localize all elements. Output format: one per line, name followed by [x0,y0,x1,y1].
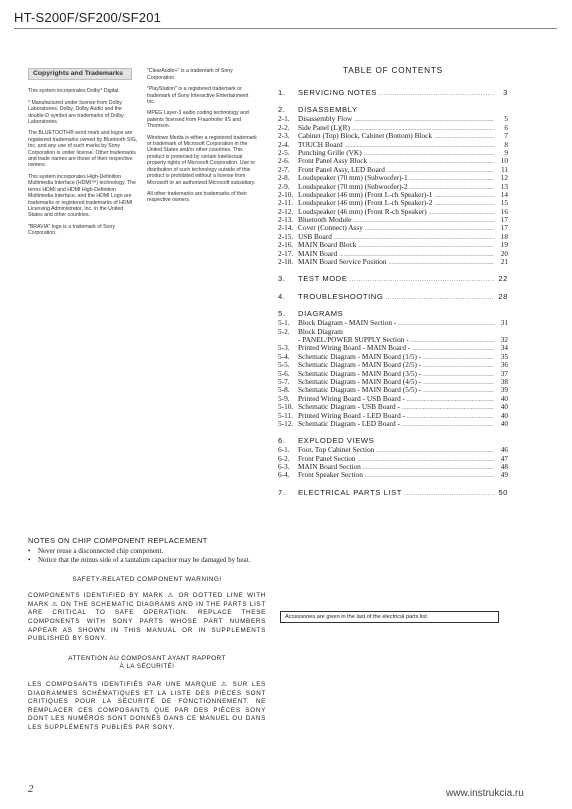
toc-num: 2-15. [278,231,294,241]
copyright-para: * Manufactured under license from Dolby Laboratories. Dolby, Dolby Audio and the double-D symbol are trademarks of Dolby Laboratories. [28,99,124,126]
toc-page: 20 [500,248,508,258]
toc-entry[interactable] [278,454,508,462]
toc-leader [423,372,494,378]
toc-title: Side Panel (L)(R) [298,122,350,132]
toc-title: Schematic Diagram - MAIN Board (5/5) - [298,385,422,395]
toc-num: 2-17. [278,248,294,258]
toc-num: 2-4. [278,139,290,149]
toc-page: 50 [498,487,508,497]
toc-entry-servicing-notes[interactable] [278,88,508,96]
toc-num: 2-7. [278,164,290,174]
toc-leader [434,134,494,140]
french-title-line: ATTENTION AU COMPOSANT AYANT RAPPORT [68,654,226,662]
toc-title: TEST MODE [298,274,348,284]
toc-num: 2-11. [278,198,293,208]
bullet-icon: • [28,555,31,564]
toc-num: 2-12. [278,206,294,216]
toc-leader [404,491,494,497]
toc-num: 5-10. [278,402,294,412]
toc-title: Front Panel Assy Block [298,156,368,166]
toc-num: 5-8. [278,385,290,395]
toc-num: 5-11. [278,410,293,420]
toc-entry[interactable] [278,165,508,173]
toc-entry[interactable] [278,369,508,377]
toc-page: 18 [500,231,508,241]
toc-title: DISASSEMBLY [298,105,358,115]
copyright-col-2 [147,68,258,241]
toc-page: 39 [500,385,508,395]
copyright-para: "PlayStation" is a registered trademark or trademark of Sony Interactive Entertainment Inc. [147,86,249,106]
toc-entry[interactable] [278,207,508,215]
toc-leader [353,218,494,224]
toc-page: 49 [500,470,508,480]
toc-entry[interactable] [278,411,508,419]
toc-title: Foot, Top Cabinet Section [298,445,375,455]
toc-section-exploded-views [278,436,508,445]
toc-entry-troubleshooting[interactable] [278,292,508,300]
toc-entry[interactable] [278,445,508,453]
toc-leader [429,210,494,216]
toc-num: 5-4. [278,351,290,361]
toc-num: 2-10. [278,189,294,199]
toc-leader [434,193,494,199]
accessory-note: Accessories are given in the last of the electrical parts list. [280,611,499,623]
toc-num: 6-2. [278,453,290,463]
toc-leader [363,465,494,471]
toc-leader [407,397,494,403]
toc-page: 36 [500,360,508,370]
toc-page: 40 [500,418,508,428]
toc-leader [434,201,494,207]
toc-page: 17 [500,223,508,233]
toc-title: Schematic Diagram - MAIN Board (2/5) - [298,360,422,370]
toc-page: 48 [500,462,508,472]
toc-page: 6 [504,122,508,132]
toc-leader [379,91,494,97]
toc-leader [350,277,494,283]
toc-list-disassembly [278,114,508,265]
toc-page: 22 [498,274,508,284]
toc-num: 2-13. [278,215,294,225]
toc-title: Block Diagram - MAIN Section - [298,318,397,328]
toc-entry[interactable] [278,377,508,385]
toc-title: Schematic Diagram - MAIN Board (3/5) - [298,368,422,378]
notes-bullet [28,547,266,556]
toc-title: Schematic Diagram - LED Board - [298,418,400,428]
bullet-text: Notice that the minus side of a tantalum capacitor may be damaged by heat. [38,555,251,564]
toc-num: 5-2. [278,326,290,336]
toc-page: 34 [500,343,508,353]
toc-entry[interactable] [278,198,508,206]
copyright-para: Windows Media is either a registered trademark or trademark of Microsoft Corporation in the United States and/or other countries. This product is protected by certain intellectual property rights of Microsoft Corporation. Use or distribution of such technology outside of this product is prohibited without a license from Microsoft or an authorized Microsoft subsidiary. [147,134,257,186]
toc-num: 5-7. [278,376,290,386]
toc-num: 5-1. [278,318,290,328]
toc-title: Printed Wiring Board - LED Board - [298,410,405,420]
toc-title: - PANEL/POWER SUPPLY Section - [298,334,409,344]
toc-title: ELECTRICAL PARTS LIST [298,487,403,497]
toc-title: Front Panel Assy, LED Board [298,164,385,174]
toc-leader [423,363,494,369]
toc-section-disassembly [278,105,508,114]
toc-page: 32 [500,334,508,344]
toc-entry[interactable] [278,402,508,410]
toc-page: 13 [500,181,508,191]
toc-entry[interactable] [278,156,508,164]
toc-num: 5-9. [278,393,290,403]
bullet-icon: • [28,547,31,555]
toc-page: 11 [500,164,508,174]
toc-page: 17 [500,215,508,225]
toc-entry[interactable] [278,257,508,265]
toc-num: 2-1. [278,114,290,124]
toc-entry-test-mode[interactable] [278,274,508,282]
toc-title: DIAGRAMS [298,309,344,319]
toc-entry[interactable] [278,114,508,122]
toc-num: 6-3. [278,462,290,472]
toc-entry[interactable] [278,318,508,326]
toc-heading: TABLE OF CONTENTS [343,66,443,75]
toc-title: MAIN Board Service Position [298,257,387,267]
toc-num: 5. [278,309,286,319]
toc-leader [358,243,494,249]
toc-leader [364,151,494,157]
toc-page: 12 [500,173,508,183]
toc-page: 8 [504,139,508,149]
toc-page: 38 [500,376,508,386]
toc-title: Printed Wiring Board - MAIN Board - [298,343,411,353]
copyright-para: This system incorporates Dolby* Digital. [28,88,120,95]
safety-warning-body: COMPONENTS IDENTIFIED BY MARK ⚠ OR DOTTED LINE WITH MARK ⚠ ON THE SCHEMATIC DIAGRAMS AND IN THE PARTS LIST ARE CRITICAL TO SAFE OPERATION. REPLACE THESE COMPONENTS WITH SONY PARTS WHOSE PART NUMBERS APPEAR AS SHOWN IN THIS MANUAL OR IN SUPPLEMENTS PUBLISHED BY SONY. [28,592,266,643]
toc-title: Loudspeaker (46 mm) (Front L-ch Speaker)-1 [298,189,433,199]
toc-num: 4. [278,291,286,301]
toc-num: 6. [278,436,286,446]
toc-entry[interactable] [278,148,508,156]
toc-title: Disassembly Flow [298,114,353,124]
toc-page: 15 [500,198,508,208]
toc-title: Loudspeaker (70 mm) (Subwoofer)-2 [298,181,408,191]
toc-title: Punching Grille (VK) [298,147,362,157]
toc-entry[interactable] [278,182,508,190]
toc-entry[interactable] [278,190,508,198]
copyright-para: "BRAVIA" logo is a trademark of Sony Corporation. [28,223,115,237]
toc-entry[interactable] [278,419,508,427]
toc-leader [402,405,494,411]
toc-page: 5 [504,114,508,124]
french-warning-title [28,655,266,672]
toc-page: 7 [504,131,508,141]
toc-entry-electrical-parts-list[interactable] [278,488,508,496]
notes-bullet [28,556,266,565]
watermark-text: www.instrukcia.ru [446,788,524,799]
toc-entry[interactable] [278,123,508,131]
toc-num: 2-8. [278,173,290,183]
toc-list-exploded-views [278,445,508,479]
toc-num: 2-18. [278,257,294,267]
toc-page: 46 [500,445,508,455]
toc-title: Schematic Diagram - USB Board - [298,402,400,412]
toc-leader [407,414,494,420]
toc-num: 6-1. [278,445,290,455]
toc-leader [358,457,494,463]
toc-num: 2-9. [278,181,290,191]
toc-entry[interactable] [278,173,508,181]
notes-title: NOTES ON CHIP COMPONENT REPLACEMENT [28,536,208,545]
toc-title: Cover (Connect) Assy [298,223,363,233]
toc-list-diagrams [278,318,508,427]
toc-title: Loudspeaker (46 mm) (Front L-ch Speaker)-2 [298,198,433,208]
toc-leader [411,338,494,344]
toc-leader [412,346,494,352]
toc-entry[interactable] [278,140,508,148]
toc-page: 21 [500,257,508,267]
french-warning-body: LES COMPOSANTS IDENTIFIÉS PAR UNE MARQUE ⚠ SUR LES DIAGRAMMES SCHÉMATIQUES ET LA LISTE DES PIÈCES SONT CRITIQUES POUR LA SÉCURITÉ DE FONCTIONNEMENT. NE REMPLACER CES COMPOSANTS QUE PAR DES PIÈCES SONY DONT LES NUMÉROS SONT DONNÉS DANS CE MANUEL OU DANS LES SUPPLÉMENTS PUBLIÉS PAR SONY. [28,680,266,731]
toc-num: 2-5. [278,147,290,157]
toc-entry[interactable] [278,249,508,257]
toc-leader [354,117,494,123]
toc-leader [376,448,494,454]
copyright-title: Copyrights and Trademarks [28,68,132,80]
toc-num: 5-5. [278,360,290,370]
toc-page: 40 [500,410,508,420]
toc-title: Front Speaker Section [298,470,363,480]
toc-title: Cabinet (Top) Block, Cabinet (Bottom) Block [298,131,433,141]
toc-title: Schematic Diagram - MAIN Board (1/5) - [298,351,422,361]
page-number: 2 [28,783,34,795]
toc-title: TOUCH Board [298,139,343,149]
toc-num: 6-4. [278,470,290,480]
toc-leader [423,355,494,361]
toc-entry[interactable] [278,131,508,139]
toc-page: 35 [500,351,508,361]
toc-num: 2-6. [278,156,290,166]
toc-entry[interactable] [278,385,508,393]
toc-title: Bluetooth Module [298,215,352,225]
toc-entry[interactable] [278,215,508,223]
bullet-text: Never reuse a disconnected chip component. [38,547,164,555]
toc-num: 1. [278,88,286,97]
toc-title: Loudspeaker (46 mm) (Front R-ch Speaker) [298,206,427,216]
toc-title: Schematic Diagram - MAIN Board (4/5) - [298,376,422,386]
toc-page: 19 [500,240,508,250]
toc-title: MAIN Board Block [298,240,357,250]
toc-leader [385,295,494,301]
toc-num: 2. [278,105,286,115]
toc-num: 5-3. [278,343,290,353]
toc-title: MAIN Board Section [298,462,361,472]
toc-page: 37 [500,368,508,378]
toc-page: 28 [498,291,508,301]
toc-entry[interactable] [278,394,508,402]
toc-entry[interactable] [278,343,508,351]
toc-title: EXPLODED VIEWS [298,436,375,446]
toc-title: TROUBLESHOOTING [298,291,384,301]
toc-title: SERVICING NOTES [298,88,377,97]
toc-leader [365,473,494,479]
toc-page: 40 [500,393,508,403]
toc-num: 5-6. [278,368,290,378]
toc-num: 2-3. [278,131,290,141]
toc-title: Block Diagram [298,326,343,336]
toc-leader [369,159,494,165]
model-header: HT-S200F/SF200/SF201 [14,10,162,25]
toc-leader [398,321,494,327]
toc-entry[interactable] [278,352,508,360]
toc-page: 40 [500,402,508,412]
toc-entry[interactable] [278,335,508,343]
toc-num: 5-12. [278,418,294,428]
toc-section-diagrams [278,309,508,318]
toc-entry[interactable] [278,462,508,470]
toc-leader [402,422,494,428]
toc-title: Printed Wiring Board - USB Board - [298,393,405,403]
toc-entry[interactable] [278,360,508,368]
toc-page: 14 [500,189,508,199]
toc-leader [345,143,494,149]
safety-warning-title: SAFETY-RELATED COMPONENT WARNING! [72,576,222,584]
toc-num: 2-16. [278,240,294,250]
toc-leader [423,388,494,394]
toc-num: 2-2. [278,122,290,132]
copyright-para: The BLUETOOTH® word mark and logos are registered trademarks owned by Bluetooth SIG, Inc. and any use of such marks by Sony Corporation is under license. Other trademarks and trade names are those of their respective owners. [28,130,138,169]
toc-title: MAIN Board [298,248,338,258]
toc-leader [334,235,494,241]
table-of-contents [278,66,508,496]
toc-num: 7. [278,487,286,497]
toc-entry[interactable] [278,232,508,240]
french-title-line: À LA SÉCURITÉ! [119,663,175,671]
copyright-para: This system incorporates High-Definition Multimedia Interface (HDMI™) technology. The terms HDMI and HDMI High-Definition Multimedia Interface, and the HDMI Logo are trademarks or registered trademarks of HDMI Licensing Administrator, Inc. in the United States and other countries. [28,173,136,219]
copyright-para: "ClearAudio+" is a trademark of Sony Corporation. [147,68,233,81]
toc-leader [410,176,494,182]
chip-notes-section [28,536,266,733]
toc-title: USB Board [298,231,332,241]
toc-leader [365,226,494,232]
toc-page: 47 [500,453,508,463]
toc-page: 3 [503,88,508,97]
toc-entry[interactable] [278,223,508,231]
toc-title: Front Panel Section [298,453,356,463]
toc-page: 31 [500,318,508,328]
copyright-section [28,68,258,242]
toc-entry[interactable] [278,470,508,478]
toc-leader [389,260,494,266]
toc-num: 2-14. [278,223,294,233]
toc-title: Loudspeaker (70 mm) (Subwoofer)-1 [298,173,408,183]
toc-entry[interactable] [278,240,508,248]
toc-page: 16 [500,206,508,216]
header-rule [14,28,557,29]
copyright-col-1 [28,88,139,241]
toc-num: 3. [278,274,286,284]
copyright-para: MPEG Layer-3 audio coding technology and patents licensed from Fraunhofer IIS and Thomson. [147,110,249,130]
toc-page: 9 [504,147,508,157]
copyright-para: All other trademarks are trademarks of their respective owners. [147,190,248,204]
toc-page: 10 [500,156,508,166]
toc-entry[interactable] [278,327,508,335]
toc-leader [423,380,494,386]
